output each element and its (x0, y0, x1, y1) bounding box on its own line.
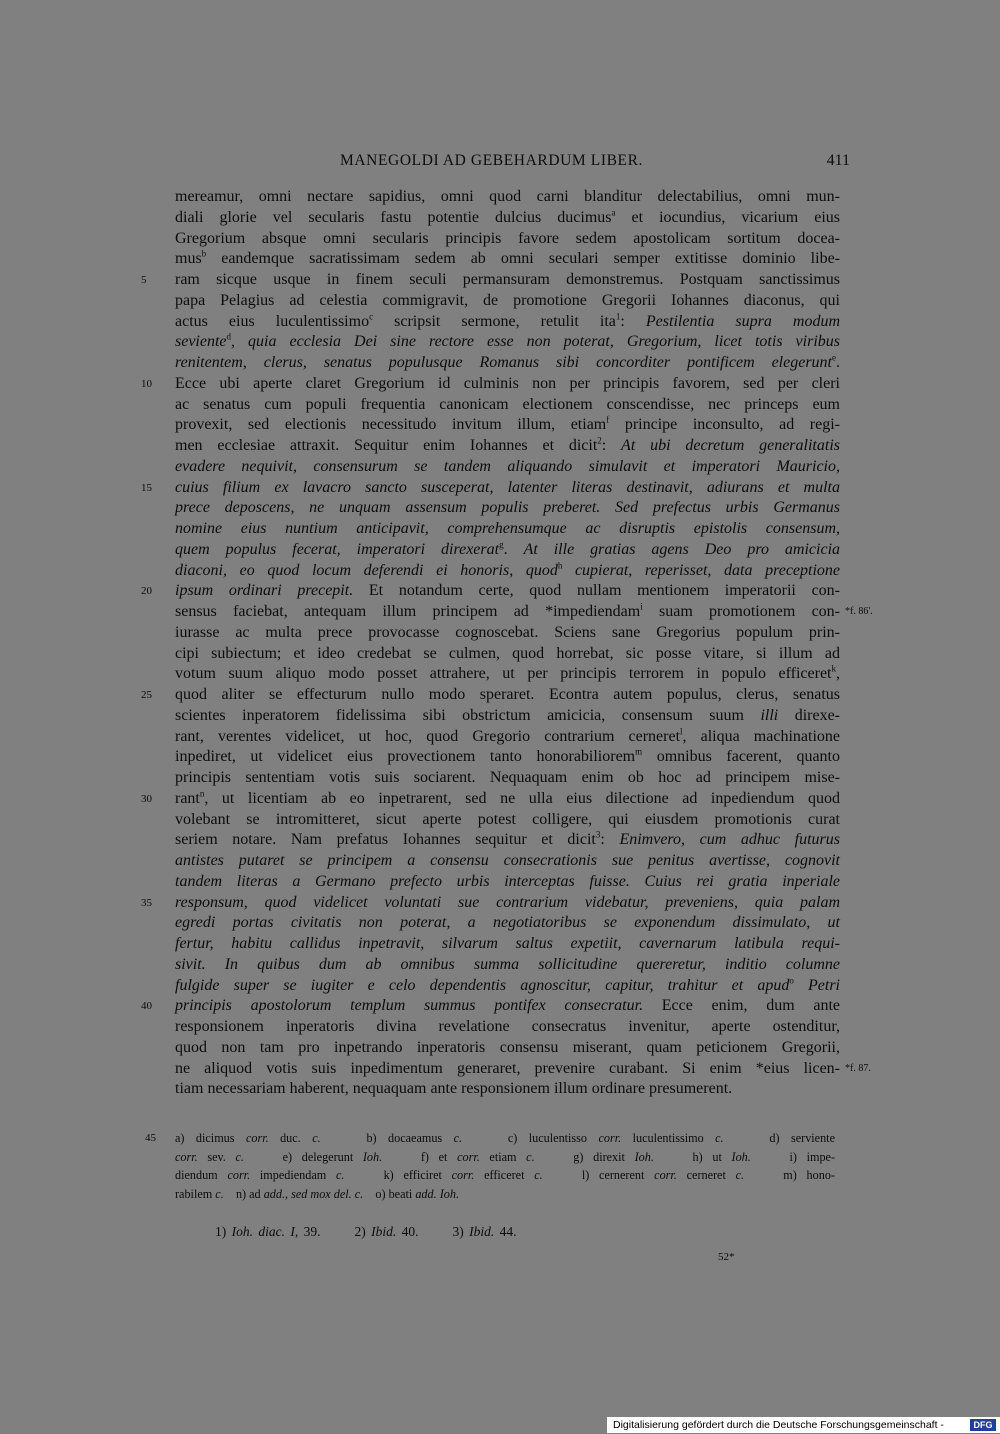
text-run: fertur, habitu callidus inpetravit, silvarum saltus expetiit, cavernarum latibula requi- (175, 935, 840, 952)
text-run: rabilem (175, 1186, 216, 1201)
line-text (175, 498, 840, 519)
text-run: direxe- (778, 706, 840, 724)
footnote-marker: o (789, 975, 794, 986)
footnote-marker: l (680, 726, 683, 737)
critical-apparatus (145, 1129, 836, 1203)
line-text (175, 208, 840, 229)
text-line (175, 976, 840, 997)
text-run: inpediret, ut videlicet eius provectionem tanto honorabiliorem (175, 748, 636, 766)
text-run: votum suum aliquo modo posset attrahere, ut per principis terrorem in populo efficeret (175, 665, 832, 683)
line-number: 20 (141, 585, 152, 598)
text-run: Ibid. (371, 1224, 397, 1239)
line-text (175, 540, 840, 561)
text-run: suam promotionem con- (642, 603, 840, 620)
text-run: . (836, 354, 840, 371)
text-run: e) delegerunt (243, 1149, 363, 1164)
text-run: volebant se intromitteret, sicut aperte potest colligere, qui eiusdem promotionis curat (175, 810, 840, 828)
apparatus-text (175, 1187, 459, 1201)
apparatus-text (175, 1168, 835, 1182)
text-run: c. (715, 1131, 724, 1145)
source-references (215, 1224, 550, 1240)
footnote-marker: f (606, 414, 610, 425)
line-text (175, 332, 840, 353)
text-line (141, 478, 840, 499)
text-run: n) ad (223, 1186, 264, 1201)
text-run: iurasse ac multa prece provocasse cognoscebat. Sciens sane Gregorius populum prin- (175, 623, 840, 641)
text-run: b) docaeamus (320, 1131, 454, 1145)
text-run: diendum (175, 1168, 228, 1182)
line-text (175, 457, 840, 478)
text-run: ram sicque usque in finem seculi permansuram demonstremus. Postquam sanctissimus (175, 271, 840, 288)
text-run: eandemque sacratissimam sedem ab omni seculari semper extitisse dominio libe- (206, 250, 840, 268)
text-run: At ille gratias agens Deo pro amicicia (523, 540, 841, 558)
line-text (175, 810, 840, 831)
text-line (141, 581, 840, 602)
text-line (175, 747, 840, 768)
line-text (175, 602, 840, 623)
text-run: ipsum ordinari precepit. (175, 582, 354, 600)
text-run: impediendam (250, 1168, 337, 1182)
footnote-marker: b (201, 248, 207, 259)
text-run: luculentissimo (621, 1131, 716, 1145)
text-line (175, 249, 840, 270)
folio-margin-note: *f. 87. (845, 1062, 871, 1074)
text-run: principis sententiam votis suis sociarent. Nequaquam enim ob hoc ad principem mise- (175, 769, 840, 786)
line-text (175, 395, 840, 416)
text-line (175, 955, 840, 976)
running-title: MANEGOLDI AD GEBEHARDUM LIBER. (340, 152, 644, 169)
text-run: 1) (215, 1224, 232, 1239)
text-run: add., sed mox del. c. (263, 1186, 364, 1201)
text-line (175, 644, 840, 665)
text-run: a) dicimus (175, 1131, 246, 1145)
text-run: antistes putaret se principem a consensu consecrationis sue penitus avertisse, cognovit (175, 852, 840, 869)
footer-text: Digitalisierung gefördert durch die Deutsche Forschungsgemeinschaft - (613, 1419, 944, 1431)
text-line (141, 893, 840, 914)
text-line (175, 830, 840, 851)
text-line (175, 934, 840, 955)
running-header (340, 152, 860, 176)
apparatus-line (175, 1148, 835, 1167)
text-run: Ioh. (634, 1149, 654, 1164)
line-text (175, 996, 840, 1017)
text-run: quem populus fecerat, imperatori direxerat (175, 540, 500, 558)
text-line (141, 374, 840, 395)
text-run: omnibus facerent, quanto (642, 748, 841, 766)
apparatus-line (175, 1185, 835, 1204)
text-line (141, 270, 840, 291)
line-number: 30 (141, 792, 152, 805)
line-text (175, 851, 840, 872)
text-run: quod aliter se effecturum nullo modo speraret. Econtra autem populus, clerus, senatus (175, 686, 840, 703)
apparatus-line (175, 1166, 835, 1185)
text-line (175, 208, 840, 229)
text-run: cupierat, reperisset, data preceptione (562, 561, 841, 579)
apparatus-text (175, 1131, 835, 1145)
text-line (175, 187, 840, 208)
text-run: 40. (396, 1224, 419, 1239)
footnote-marker: n (199, 788, 205, 799)
text-run: etiam (479, 1149, 527, 1164)
reference-item (354, 1224, 418, 1239)
footnote-marker: h (557, 560, 563, 571)
line-number: 15 (141, 481, 152, 494)
text-line (175, 810, 840, 831)
text-line (175, 664, 840, 685)
text-line (175, 727, 840, 748)
text-run: 39. (298, 1224, 321, 1239)
text-run: Ioh. (731, 1149, 751, 1164)
text-run: seviente (175, 333, 227, 351)
text-run: evadere nequivit, consensurum se tandem aliquando simulavit et imperatori Mauricio, (175, 457, 840, 475)
line-text (175, 374, 840, 395)
text-run: Ecce ubi aperte claret Gregorium id culminis non per principis favorem, sed per cleri (175, 374, 840, 392)
text-run: c. (453, 1131, 463, 1145)
line-text (175, 561, 840, 582)
text-run: c. (735, 1168, 745, 1182)
text-run: mus (175, 250, 202, 268)
text-line (175, 436, 840, 457)
line-text (175, 830, 840, 851)
line-text (175, 1017, 840, 1038)
text-run: Ioh. diac. I, (231, 1224, 299, 1239)
text-run: c. (235, 1149, 244, 1164)
text-run: k) efficiret (344, 1168, 452, 1182)
line-text (175, 913, 840, 934)
text-run: tiam necessariam haberent, nequaquam ante responsionem illum ordinare presumerent. (175, 1080, 733, 1098)
text-run: c) luculentisso (462, 1131, 599, 1145)
text-run: corr. (175, 1149, 198, 1164)
text-line (175, 561, 840, 582)
text-run: principe inconsulto, ad regi- (609, 416, 840, 434)
text-run: g) direxit (534, 1149, 635, 1164)
line-number: 35 (141, 896, 152, 909)
main-text (141, 187, 873, 1100)
line-text (175, 187, 840, 208)
text-line (175, 353, 840, 374)
text-line (175, 519, 840, 540)
text-line (175, 1017, 840, 1038)
text-line (141, 685, 840, 706)
text-run: l) cernerent (542, 1168, 655, 1182)
line-text (175, 519, 840, 540)
text-line (175, 457, 840, 478)
text-run: cuius filium ex lavacro sancto susceperat, latenter literas destinavit, adiurans et multa (175, 478, 840, 496)
line-text (175, 1079, 840, 1100)
text-run: sensus faciebat, antequam illum principem ad *impediendam (175, 603, 641, 620)
footnote-marker: 1 (615, 311, 621, 322)
text-run: ne aliquod votis suis inpedimentum generaret, prevenire curabant. Si enim *eius licen- (175, 1059, 840, 1077)
text-run: quod non tam pro inpetrando inperatoris consensu miserant, quam peticionem Gregorii, (175, 1038, 840, 1056)
line-text (175, 872, 840, 893)
text-run: 2) (354, 1224, 372, 1239)
line-number: 45 (145, 1132, 156, 1144)
text-run: : (601, 437, 622, 454)
footnote-marker: d (226, 331, 232, 342)
footnote-marker: g (499, 539, 504, 550)
line-text (175, 664, 840, 685)
text-run: , quia ecclesia Dei sine rectore esse non poterat, Gregorium, licet totis viribus (231, 333, 840, 351)
text-run: o) beati (363, 1186, 416, 1201)
text-run: cerneret (676, 1168, 736, 1182)
apparatus-text (175, 1150, 835, 1164)
text-run: ac senatus cum populi frequentia canonicam electionem conscendisse, nec princeps eum (175, 395, 840, 413)
text-run: duc. (268, 1131, 313, 1145)
text-run: renitentem, clerus, senatus populusque Romanus sibi concorditer pontificem elegerunt (175, 354, 832, 371)
text-run: c. (336, 1168, 345, 1182)
text-line (175, 768, 840, 789)
text-run: provexit, sed electionis necessitudo invitum illum, etiam (175, 416, 607, 434)
text-run: m) hono- (744, 1168, 835, 1182)
signature-mark: 52* (718, 1251, 735, 1263)
text-run: egredi portas civitatis non poterat, a negotiatoribus se exponendum dissimulato, ut (175, 914, 840, 932)
text-line (175, 415, 840, 436)
text-run: 3) (452, 1224, 470, 1239)
text-line (175, 851, 840, 872)
text-run: d) serviente (723, 1131, 835, 1145)
page-number: 411 (826, 152, 850, 169)
text-run: rant, verentes videlicet, ut hoc, quod Gregorio contrarium cerneret (175, 727, 681, 745)
line-text (175, 685, 840, 706)
text-run: efficeret (474, 1168, 535, 1182)
text-run: corr. (245, 1131, 269, 1145)
text-line (175, 623, 840, 644)
text-run: 44. (494, 1224, 517, 1239)
line-text (175, 581, 840, 602)
text-run: Ioh. (362, 1149, 383, 1164)
text-run: Ibid. (469, 1224, 495, 1239)
line-text (175, 789, 840, 810)
line-text (175, 436, 840, 457)
footnote-marker: 2 (597, 435, 602, 446)
reference-item (215, 1224, 320, 1239)
text-run: c. (312, 1131, 321, 1145)
text-run: f) et (382, 1149, 458, 1164)
text-run: responsum, quod videlicet voluntati sue contrarium videbatur, preveniens, quia palam (175, 893, 840, 911)
text-line (175, 1079, 840, 1100)
line-text (175, 727, 840, 748)
text-run: Et notandum certe, quod nullam mentionem imperatorii con- (353, 582, 840, 600)
text-run: Pestilentia supra modum (645, 312, 840, 330)
text-line (175, 395, 840, 416)
text-run: , (836, 665, 840, 683)
line-number: 10 (141, 377, 152, 390)
text-line (175, 312, 840, 333)
text-run: actus eius luculentissimo (175, 312, 370, 330)
text-run: corr. (451, 1168, 475, 1182)
text-line (175, 498, 840, 519)
line-text (175, 1038, 840, 1059)
line-text (175, 353, 840, 374)
text-run: corr. (598, 1131, 622, 1145)
text-line (175, 1038, 840, 1059)
line-text (175, 706, 840, 727)
line-text (175, 955, 840, 976)
dfg-footer-banner (607, 1417, 1000, 1433)
line-text (175, 229, 840, 250)
apparatus-line (145, 1129, 835, 1148)
text-run: Petri (793, 976, 840, 994)
text-run: corr. (457, 1149, 480, 1164)
footnote-marker: a (611, 207, 616, 218)
text-run: prece deposcens, ne unquam assensum populis preberet. Sed prefectus urbis Germanus (175, 499, 840, 517)
text-line (175, 291, 840, 312)
text-run: mereamur, omni nectare sapidius, omni quod carni blanditur delectabilius, omni mun- (175, 188, 840, 205)
text-run: : (600, 831, 620, 849)
text-run: Enimvero, cum adhuc futurus (619, 831, 840, 849)
text-run: rant (175, 789, 200, 807)
text-run: nomine eius nuntium anticipavit, comprehensumque ac disruptis epistolis consensum, (175, 520, 840, 537)
line-text (175, 291, 840, 312)
text-run: principis apostolorum templum summus pontifex consecratur. (175, 997, 644, 1015)
footnote-marker: k (831, 663, 836, 674)
text-line (175, 229, 840, 250)
footnote-marker: 3 (595, 829, 601, 840)
line-number: 40 (141, 1000, 152, 1013)
line-text (175, 747, 840, 768)
line-text (175, 644, 840, 665)
text-run: scripsit sermone, retulit ita (373, 312, 616, 330)
folio-margin-note: *f. 86'. (845, 606, 873, 617)
line-text (175, 415, 840, 436)
text-run: c. (526, 1149, 535, 1164)
line-text (175, 768, 840, 789)
text-run: Ecce enim, dum ante (643, 997, 840, 1015)
dfg-logo: DFG (970, 1419, 996, 1431)
text-run: diaconi, eo quod locum deferendi ei honoris, quod (175, 561, 558, 579)
line-text (175, 312, 840, 333)
text-run: add. Ioh. (415, 1186, 459, 1201)
text-run: responsionem inperatoris divina revelatione consecratus invenitur, aperte ostenditur, (175, 1018, 840, 1035)
line-text (175, 893, 840, 914)
text-run: corr. (654, 1168, 677, 1182)
line-text (175, 934, 840, 955)
line-text (175, 270, 840, 291)
text-line (175, 540, 840, 561)
line-number: 5 (141, 274, 147, 286)
text-run: corr. (227, 1168, 251, 1182)
text-run: , ut licentiam ab eo inpetrarent, sed ne ulla eius dilectione ad inpediendum quod (204, 789, 840, 807)
text-line (175, 872, 840, 893)
text-run: et iocundius, vicarium eius (615, 208, 841, 226)
reference-item (452, 1224, 516, 1239)
text-run: men ecclesiae attraxit. Sequitur enim Iohannes et dicit (175, 437, 598, 454)
footnote-marker: i (640, 601, 643, 612)
text-run: tandem literas a Germano prefecto urbis interceptas fuisse. Cuius rei gratia inperiale (175, 872, 840, 890)
text-run: At ubi decretum generalitatis (621, 437, 840, 454)
line-text (175, 623, 840, 644)
text-line (175, 706, 840, 727)
text-run: fulgide super se iugiter e celo dependentis agnoscitur, capitur, trahitur et apud (175, 976, 790, 994)
footnote-marker: e (832, 352, 836, 363)
line-text (175, 976, 840, 997)
text-run: seriem notare. Nam prefatus Iohannes sequitur et dicit (175, 831, 596, 849)
footnote-marker: c (369, 311, 374, 322)
text-line (175, 913, 840, 934)
text-run: sev. (197, 1149, 236, 1164)
text-run: i) impe- (750, 1149, 836, 1164)
line-number: 25 (141, 689, 152, 701)
footnote-marker: m (635, 746, 643, 757)
text-run: c. (534, 1168, 543, 1182)
text-line (175, 601, 873, 623)
text-run: scientes inperatorem fidelissima sibi obstrictum amicicia, consensum suum (175, 706, 761, 724)
line-text (175, 249, 840, 270)
text-line (175, 332, 840, 353)
text-run: : (620, 312, 646, 330)
text-run: illi (760, 706, 779, 724)
text-run: c. (215, 1186, 224, 1201)
text-run: cipi subiectum; et ideo credebat se culmen, quod horrebat, sic posse vitare, si illum ad (175, 644, 840, 662)
text-run: . (503, 540, 524, 558)
text-run: , aliqua machinatione (682, 727, 840, 745)
text-run: diali glorie vel secularis fastu potentie dulcius ducimus (175, 208, 612, 226)
text-line (141, 788, 840, 810)
text-line (141, 996, 840, 1017)
line-text (175, 1059, 840, 1080)
line-text (175, 478, 840, 499)
text-run: sivit. In quibus dum ab omnibus summa sollicitudine quereretur, inditio columne (175, 955, 840, 973)
text-run: Gregorium absque omni secularis principis favore sedem apostolicam sortitum docea- (175, 229, 840, 247)
text-run: papa Pelagius ad celestia commigravit, de promotione Gregorii Iohannes diaconus, qui (175, 291, 840, 309)
text-run: h) ut (653, 1149, 732, 1164)
text-line (175, 1059, 871, 1080)
